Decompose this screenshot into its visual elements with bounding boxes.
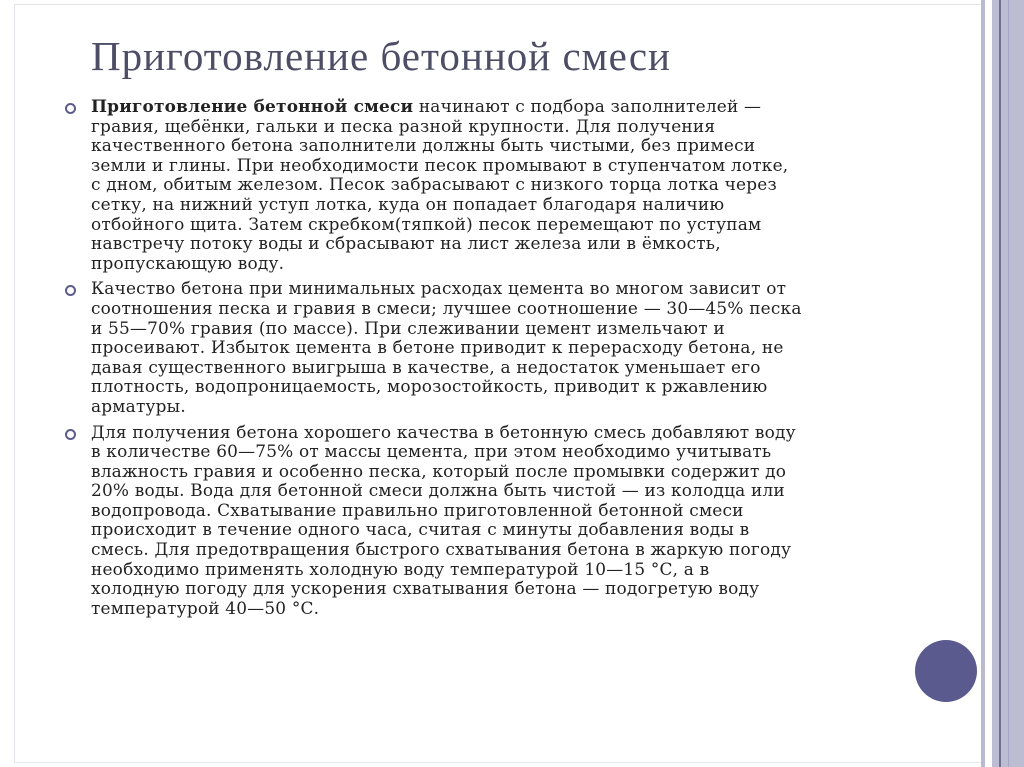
bullet-circle-icon — [65, 103, 76, 114]
decor-stripe — [999, 0, 1001, 767]
paragraph-line: необходимо применять холодную воду температурой 10—15 °С, а в — [91, 559, 710, 580]
paragraph-line: плотность, водопроницаемость, морозостойкость, приводит к ржавлению — [91, 377, 768, 398]
paragraph-line: пропускающую воду. — [91, 253, 285, 274]
bullet-circle-icon — [65, 285, 76, 296]
bold-term: Приготовление бетонной смеси — [91, 97, 414, 117]
decor-stripe — [981, 0, 985, 767]
paragraph-line: Качество бетона при минимальных расходах цемента во многом зависит от — [91, 279, 787, 300]
paragraph-line: арматуры. — [91, 396, 186, 417]
paragraph-line: влажность гравия и особенно песка, который после промывки содержит до — [91, 461, 787, 482]
bullet-paragraph — [65, 280, 895, 417]
paragraph-line: с дном, обитым железом. Песок забрасывают с низкого торца лотка через — [91, 175, 777, 196]
decor-circle — [915, 640, 977, 702]
paragraph-line: земли и глины. При необходимости песок промывают в ступенчатом лотке, — [91, 155, 789, 176]
paragraph-line: качественного бетона заполнители должны быть чистыми, без примеси — [91, 136, 756, 157]
paragraph-line — [91, 98, 891, 118]
paragraph-line: температурой 40—50 °С. — [91, 598, 320, 619]
paragraph-line: в количестве 60—75% от массы цемента, при этом необходимо учитывать — [91, 442, 772, 463]
paragraph-line: смесь. Для предотвращения быстрого схватывания бетона в жаркую погоду — [91, 540, 792, 561]
paragraph-line: происходит в течение одного часа, считая с минуты добавления воды в — [91, 520, 750, 541]
paragraph-line: 20% воды. Вода для бетонной смеси должна быть чистой — из колодца или — [91, 481, 785, 502]
paragraph-line: сетку, на нижний уступ лотка, куда он попадает благодаря наличию — [91, 194, 725, 215]
paragraph-line: просеивают. Избыток цемента в бетоне приводит к перерасходу бетона, не — [91, 338, 784, 359]
line-text: начинают с подбора заполнителей — — [413, 97, 762, 117]
paragraph-line: соотношения песка и гравия в смеси; лучшее соотношение — 30—45% песка — [91, 298, 802, 319]
slide-title: Приготовление бетонной смеси — [91, 33, 671, 79]
paragraph-line: водопровода. Схватывание правильно приготовленной бетонной смеси — [91, 500, 744, 521]
paragraph-line: холодную погоду для ускорения схватывания бетона — подогретую воду — [91, 579, 760, 600]
bullet-paragraph — [65, 98, 895, 274]
paragraph-line: отбойного щита. Затем скребком(тяпкой) песок перемещают по уступам — [91, 214, 762, 235]
paragraph-line: навстречу потоку воды и сбрасывают на лист железа или в ёмкость, — [91, 234, 721, 255]
paragraph-line: гравия, щебёнки, гальки и песка разной крупности. Для получения — [91, 116, 716, 137]
paragraph-line: Для получения бетона хорошего качества в бетонную смесь добавляют воду — [91, 422, 796, 443]
paragraph-line: давая существенного выигрыша в качестве, а недостаток уменьшает его — [91, 357, 761, 378]
paragraph-line: и 55—70% гравия (по массе). При слеживании цемент измельчают и — [91, 318, 725, 339]
decor-stripe — [1008, 0, 1009, 767]
bullet-paragraph — [65, 424, 895, 620]
bullet-circle-icon — [65, 429, 76, 440]
slide-body — [65, 98, 895, 625]
